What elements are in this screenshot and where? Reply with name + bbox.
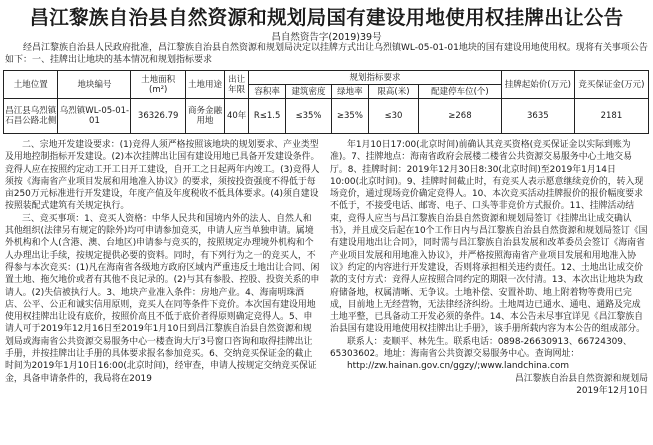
header-density: 建筑密度 <box>286 85 332 99</box>
contact-info: 联系人：麦顺平、林先生。联系电话：0898-26630913、66724309、65303602。地址：海南省公共资源交易服务中心。查询网址： <box>330 336 632 360</box>
header-planning: 规划指标要求 <box>249 71 502 85</box>
table-header-row <box>4 71 649 85</box>
body-columns <box>5 139 648 442</box>
cell-area: 36326.79 <box>131 99 185 134</box>
cell-height: ≤30 <box>368 99 418 134</box>
cell-density: ≤35% <box>286 99 332 134</box>
right-column <box>330 139 648 397</box>
header-deposit: 竞买保证金(万元) <box>574 71 648 99</box>
development-requirements-paragraph: 二、宗地开发建设要求：(1)竞得人须严格按照该地块的规划要求、产业类型及用地控制指标开发建设。(2)本次挂牌出让国有建设用地已具备开发建设条件。竞得人应在按照约定动工开工日开工建设，自开工之日起两年内竣工。(3)竞得人须按《海南省产业项目发展和用地准入协议》的要求，须按投资强度不得低于每亩250万元标准进行开发建设，年度产值及年度税收不低具体要求。(4)须自建设按照装配式建筑有关规定执行。 <box>5 140 320 212</box>
header-use: 土地用途 <box>185 71 224 99</box>
cell-green: ≥35% <box>331 99 368 134</box>
bidding-matters-paragraph: 三、竞买事项：1、竞买人资格：中华人民共和国境内外的法人、自然人和其他组织(法律另有规定的除外)均可申请参加竞买，申请人应当单独申请。属境外机构和个人(含港、澳、台地区)申请参与竞买的，按照规定办理境外机构和个人办理出让手续，按规定提供必要的资料。同时，有下列行为之一的竞买人，不得参与本次竞买：(1)凡在海南省各级地方政府区域内严重违反土地出让合同、闲置土地、拖欠地价或者有其他不良记录的。(2)与其有参股、控股、投资关系的申请人。(2)失信被执行人。3、地块产业准入条件：房地产业。4、海南明珠酒店、公平、公正和诚实信用原则，竞买人在同等条件下竞价。本次国有建设用地使用权挂牌出让设有底价，按照价高且不低于底价者得原则确定竞得人。5、申请人可于2019年12月16日至2019年1月10日到昌江黎族自治县自然资源和规划局或海南省公共资源交易服务中心一楼查询大厅3号窗口咨询和取得挂牌出让手册，并按挂牌出让手册的具体要求报名参加竞买。6、交纳竞买保证金的截止时间为2019年1月10日16:00(北京时间)，经审查，申请人按规定交纳竞买保证金，具备申请条件的，我局将在2019 <box>5 213 320 384</box>
left-column <box>5 139 320 385</box>
header-parcel-no: 地块编号 <box>58 71 131 99</box>
parcel-table <box>3 70 649 134</box>
header-location: 土地位置 <box>4 71 58 99</box>
cell-deposit: 2181 <box>574 99 648 134</box>
cell-use: 商务金融用地 <box>185 99 224 134</box>
header-parking: 配建停车位(个) <box>419 85 502 99</box>
cell-far: R≤1.5 <box>249 99 286 134</box>
cell-parcel-no: 乌烈镇WL-05-01-01 <box>58 99 131 134</box>
signature-date: 2019年12月10日 <box>576 385 648 396</box>
header-green: 绿地率 <box>331 85 368 99</box>
cell-location: 昌江县乌烈镇石昌公路北侧 <box>4 99 58 134</box>
cell-start-price: 3635 <box>501 99 574 134</box>
intro-paragraph: 经昌江黎族自治县人民政府批准，昌江黎族自治县自然资源和规划局决定以挂牌方式出让乌烈镇WL-05-01-01地块的国有建设用地使用权。现将有关事项公告如下：一、挂牌出让地块的基本情况和规划指标要求 <box>5 43 648 65</box>
header-term: 出让年限 <box>225 71 249 99</box>
cell-term: 40年 <box>225 99 249 134</box>
signature-org: 昌江黎族自治县自然资源和规划局 <box>514 373 648 384</box>
bidding-continued-paragraph: 年1月10日17:00(北京时间)前确认其竞买资格(竞买保证金以实际到账为准)。7、挂牌地点：海南省政府会展楼二楼省公共资源交易服务中心土地交易厅。8、挂牌时间：2019年12月30日8:30(北京时间)至2019年1月14日10:00(北京时间)。9、挂牌时间截止时，有竞买人表示愿意继续竞价的，转入现场竞价，通过现场竞价确定竞得人。10、本次竞买活动挂牌报价的报价幅度要求不低于，不接受电话、邮寄、电子、口头等非竞价方式报价。11、挂牌活动结束，竞得人应当与昌江黎族自治县自然资源和规划局签订《挂牌出让成交确认书》，并且成交后起在10个工作日内与昌江黎族自治县自然资源和规划局签订《国有建设用地出让合同》，同时需与昌江黎族自治县发展和改革委员会签订《海南省产业项目发展和用地准入协议》，并严格按照海南省产业项目发展和用地准入协议》约定的内容进行开发建设，否则将承担相关违约责任。12、土地出让成交价款的支付方式：竞得人应按照合同约定的期限一次付清。13、本次出让地块为政府储备地，权属清晰、无争议。土地补偿、安置补助、地上附着物等费用已完成，目前地上无经营物，无法律经济纠纷。土地周边已通水、通电、通路及完成土地平整，已具备动工开发必须的条件。14、本公告未尽事宜详见《昌江黎族自治县国有建设用地使用权挂牌出让手册》，该手册所载内容为本公告的组成部分。 <box>330 140 648 335</box>
table-row <box>4 99 649 134</box>
query-urls: http://zw.hainan.gov.cn/ggzy/;www.landchina.com <box>347 361 570 372</box>
header-area: 土地面积(m²) <box>131 71 185 99</box>
page-title: 昌江黎族自治县自然资源和规划局国有建设用地使用权挂牌出让公告 <box>29 6 624 29</box>
document-number: 昌自然资告字(2019)39号 <box>271 32 382 43</box>
header-start-price: 挂牌起始价(万元) <box>501 71 574 99</box>
header-far: 容积率 <box>249 85 286 99</box>
cell-parking: ≥268 <box>419 99 502 134</box>
header-height: 限高(米) <box>368 85 418 99</box>
